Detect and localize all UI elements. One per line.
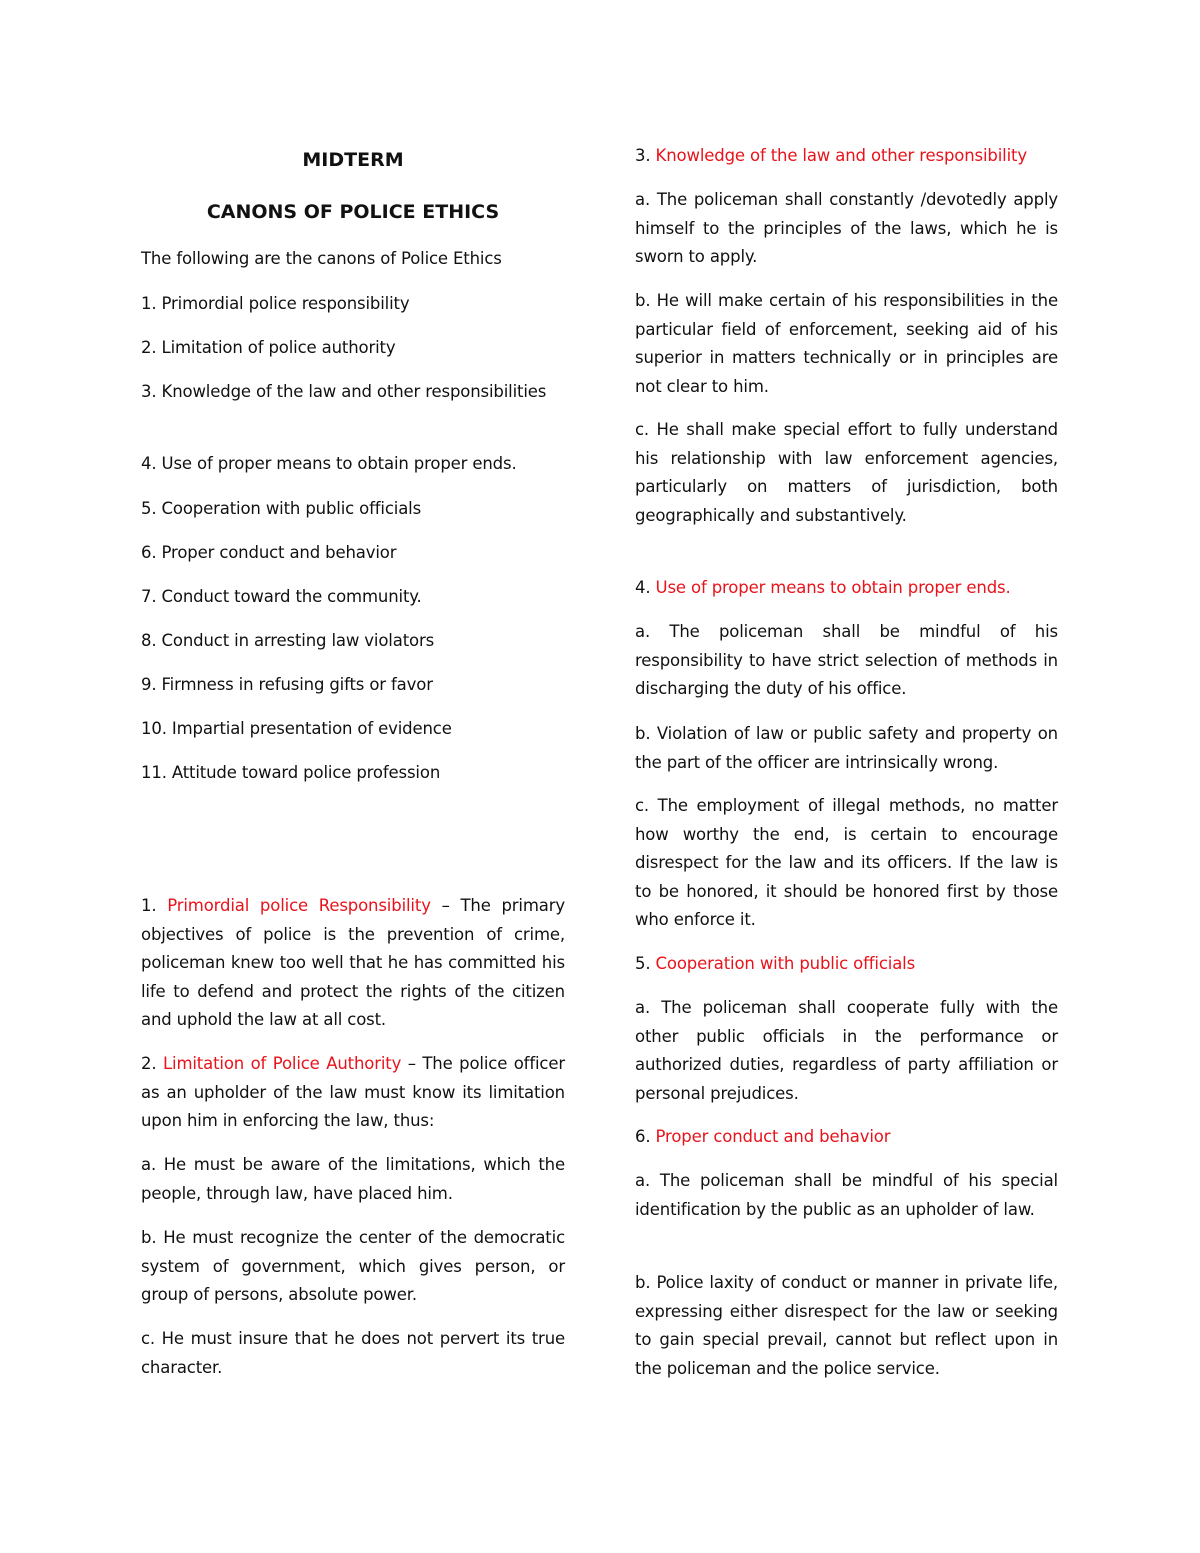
- canon-list-item: 4. Use of proper means to obtain proper ends.: [141, 454, 517, 473]
- canon-list-item: 7. Conduct toward the community.: [141, 587, 422, 606]
- canon-list-item: 3. Knowledge of the law and other responsibilities: [141, 382, 547, 401]
- section-6-item-b: b. Police laxity of conduct or manner in private life, expressing either disrespect for the law or seeking to gain special prevail, cannot but reflect upon in the policeman and the police service.: [635, 1273, 1058, 1378]
- section-1-heading: Primordial police Responsibility: [167, 896, 431, 915]
- section-2-item-b: b. He must recognize the center of the democratic system of government, which gives person, or group of persons, absolute power.: [141, 1228, 565, 1305]
- section-4-item-c: c. The employment of illegal methods, no matter how worthy the end, is certain to encourage disrespect for the law and its officers. If the law is to be honored, it should be honored first by those who enforce it.: [635, 796, 1058, 930]
- intro-text: The following are the canons of Police Ethics: [141, 249, 502, 268]
- canon-list-item: 5. Cooperation with public officials: [141, 499, 422, 518]
- canon-list-item: 9. Firmness in refusing gifts or favor: [141, 675, 433, 694]
- section-3-heading: Knowledge of the law and other responsibility: [655, 146, 1027, 165]
- section-2-item-a: a. He must be aware of the limitations, which the people, through law, have placed him.: [141, 1155, 565, 1203]
- section-6-item-a: a. The policeman shall be mindful of his special identification by the public as an upholder of law.: [635, 1171, 1058, 1219]
- canon-list-item: 2. Limitation of police authority: [141, 338, 396, 357]
- section-2: 2. Limitation of Police Authority – The police officer as an upholder of the law must know its limitation upon him in enforcing the law, thus:: [141, 1054, 565, 1131]
- section-4-heading: Use of proper means to obtain proper ends.: [655, 578, 1011, 597]
- doc-title: MIDTERM: [302, 149, 404, 171]
- section-3-title: 3. Knowledge of the law and other responsibility: [635, 146, 1027, 165]
- section-3-item-b: b. He will make certain of his responsibilities in the particular field of enforcement, seeking aid of his superior in matters technically or in principles are not clear to him.: [635, 291, 1058, 396]
- section-2-heading: Limitation of Police Authority: [162, 1054, 402, 1073]
- canon-list-item: 11. Attitude toward police profession: [141, 763, 441, 782]
- canon-list-item: 8. Conduct in arresting law violators: [141, 631, 435, 650]
- section-5-item-a: a. The policeman shall cooperate fully with the other public officials in the performance or authorized duties, regardless of party affiliation or personal prejudices.: [635, 998, 1058, 1103]
- canon-list-item: 1. Primordial police responsibility: [141, 294, 410, 313]
- section-5-heading: Cooperation with public officials: [655, 954, 916, 973]
- section-5-title: 5. Cooperation with public officials: [635, 954, 916, 973]
- doc-subtitle: CANONS OF POLICE ETHICS: [206, 201, 500, 223]
- section-6-heading: Proper conduct and behavior: [655, 1127, 891, 1146]
- section-1: 1. Primordial police Responsibility – The primary objectives of police is the prevention of crime, policeman knew too well that he has committed his life to defend and protect the rights of the citizen and uphold the law at all cost.: [141, 896, 565, 1030]
- section-4-title: 4. Use of proper means to obtain proper ends.: [635, 578, 1011, 597]
- section-4-item-a: a. The policeman shall be mindful of his responsibility to have strict selection of methods in discharging the duty of his office.: [635, 622, 1058, 699]
- section-2-item-c: c. He must insure that he does not pervert its true character.: [141, 1329, 565, 1377]
- section-3-item-a: a. The policeman shall constantly /devotedly apply himself to the principles of the laws, which he is sworn to apply.: [635, 190, 1058, 267]
- canon-list-item: 6. Proper conduct and behavior: [141, 543, 397, 562]
- section-4-item-b: b. Violation of law or public safety and property on the part of the officer are intrinsically wrong.: [635, 724, 1058, 772]
- section-3-item-c: c. He shall make special effort to fully understand his relationship with law enforcement agencies, particularly on matters of jurisdiction, both geographically and substantively.: [635, 420, 1058, 525]
- canon-list-item: 10. Impartial presentation of evidence: [141, 719, 452, 738]
- section-6-title: 6. Proper conduct and behavior: [635, 1127, 891, 1146]
